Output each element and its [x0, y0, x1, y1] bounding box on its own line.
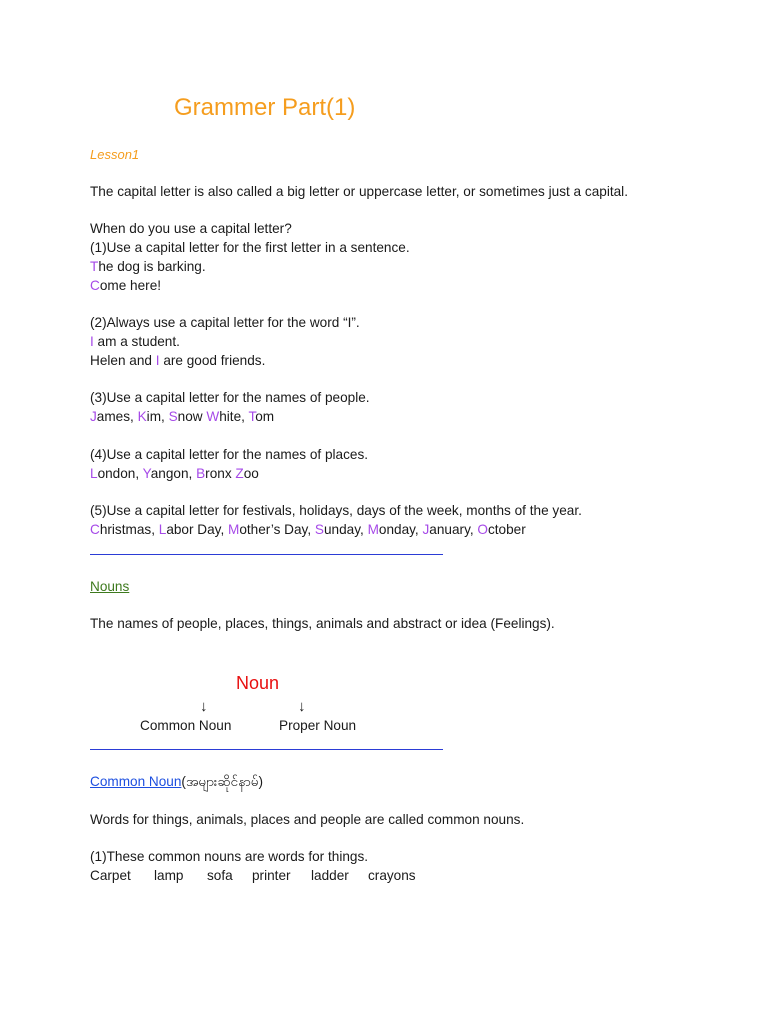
noun-diagram-common: Common Noun: [140, 718, 232, 733]
example-text: other’s Day,: [239, 522, 315, 537]
rule2-example-2: [90, 351, 265, 370]
section-divider: [90, 554, 443, 555]
example-text: abor Day,: [166, 522, 229, 537]
example-text: ondon,: [97, 466, 143, 481]
capital-letter: J: [422, 522, 430, 537]
intro-text: The capital letter is also called a big letter or uppercase letter, or sometimes just a capital.: [90, 184, 628, 199]
list-item: printer: [252, 868, 291, 883]
example-text: ronx: [205, 466, 236, 481]
example-text: he dog is barking.: [98, 259, 206, 274]
capital-letter: W: [206, 409, 220, 424]
capital-letter: C: [90, 278, 100, 293]
example-text: ome here!: [99, 278, 162, 293]
rule1-heading: (1)Use a capital letter for the first letter in a sentence.: [90, 240, 410, 255]
rule5-heading: (5)Use a capital letter for festivals, holidays, days of the week, months of the year.: [90, 503, 582, 518]
list-item: crayons: [368, 868, 416, 883]
rule2-example-1: [90, 332, 180, 351]
rule4-examples: [90, 464, 259, 483]
capital-letter: O: [477, 522, 488, 537]
capital-letter: B: [196, 466, 206, 481]
rule3-examples: [90, 407, 274, 426]
capital-letter: J: [90, 409, 97, 424]
capital-letter: C: [90, 522, 100, 537]
section-divider: [90, 749, 443, 750]
lesson-label: Lesson1: [90, 147, 140, 162]
example-text: hite,: [219, 409, 249, 424]
common-noun-heading-suffix: (အများဆိုင်နာမ်): [181, 774, 263, 789]
common-noun-things-list: [90, 866, 416, 885]
capital-letter: M: [228, 522, 240, 537]
example-text: unday,: [323, 522, 368, 537]
example-text: hristmas,: [99, 522, 159, 537]
capital-letter: S: [168, 409, 178, 424]
rule3-heading: (3)Use a capital letter for the names of people.: [90, 390, 370, 405]
rule2-heading: (2)Always use a capital letter for the word “I”.: [90, 315, 360, 330]
example-text: angon,: [150, 466, 197, 481]
example-text: om: [255, 409, 275, 424]
capital-letter: T: [248, 409, 256, 424]
example-text: am a student.: [93, 334, 180, 349]
nouns-link[interactable]: Nouns: [90, 579, 130, 594]
rule1-example-2: [90, 276, 161, 295]
example-text: ames,: [96, 409, 138, 424]
capital-letter: M: [367, 522, 379, 537]
capital-letter: Z: [235, 466, 244, 481]
page-title: Grammer Part(1): [174, 94, 356, 121]
list-item: lamp: [154, 868, 184, 883]
down-arrow-icon: ↓: [200, 698, 208, 715]
capital-letter: S: [314, 522, 324, 537]
example-text: oo: [243, 466, 259, 481]
capital-letter: I: [155, 353, 160, 368]
common-noun-things-heading: (1)These common nouns are words for things.: [90, 849, 369, 864]
common-noun-link[interactable]: Common Noun: [90, 774, 182, 789]
rule1-example-1: [90, 257, 206, 276]
capital-letter: T: [90, 259, 99, 274]
example-text: are good friends.: [159, 353, 266, 368]
rule5-examples: [90, 520, 526, 539]
question-text: When do you use a capital letter?: [90, 221, 292, 236]
capital-letter: K: [137, 409, 147, 424]
example-text: ctober: [487, 522, 526, 537]
example-text: anuary,: [429, 522, 478, 537]
common-noun-definition: Words for things, animals, places and people are called common nouns.: [90, 812, 525, 827]
nouns-heading[interactable]: [90, 577, 129, 596]
nouns-definition: The names of people, places, things, animals and abstract or idea (Feelings).: [90, 616, 555, 631]
example-text: Helen and: [90, 353, 156, 368]
example-text: now: [177, 409, 207, 424]
noun-diagram-proper: Proper Noun: [279, 718, 357, 733]
capital-letter: L: [158, 522, 167, 537]
example-text: im,: [146, 409, 169, 424]
example-text: onday,: [378, 522, 423, 537]
list-item: sofa: [207, 868, 233, 883]
capital-letter: Y: [142, 466, 151, 481]
noun-diagram-root: Noun: [236, 673, 280, 693]
common-noun-heading: [90, 772, 263, 791]
capital-letter: I: [90, 334, 94, 349]
capital-letter: L: [90, 466, 98, 481]
down-arrow-icon: ↓: [298, 698, 306, 715]
list-item: Carpet: [90, 868, 131, 883]
list-item: ladder: [311, 868, 349, 883]
rule4-heading: (4)Use a capital letter for the names of places.: [90, 447, 369, 462]
